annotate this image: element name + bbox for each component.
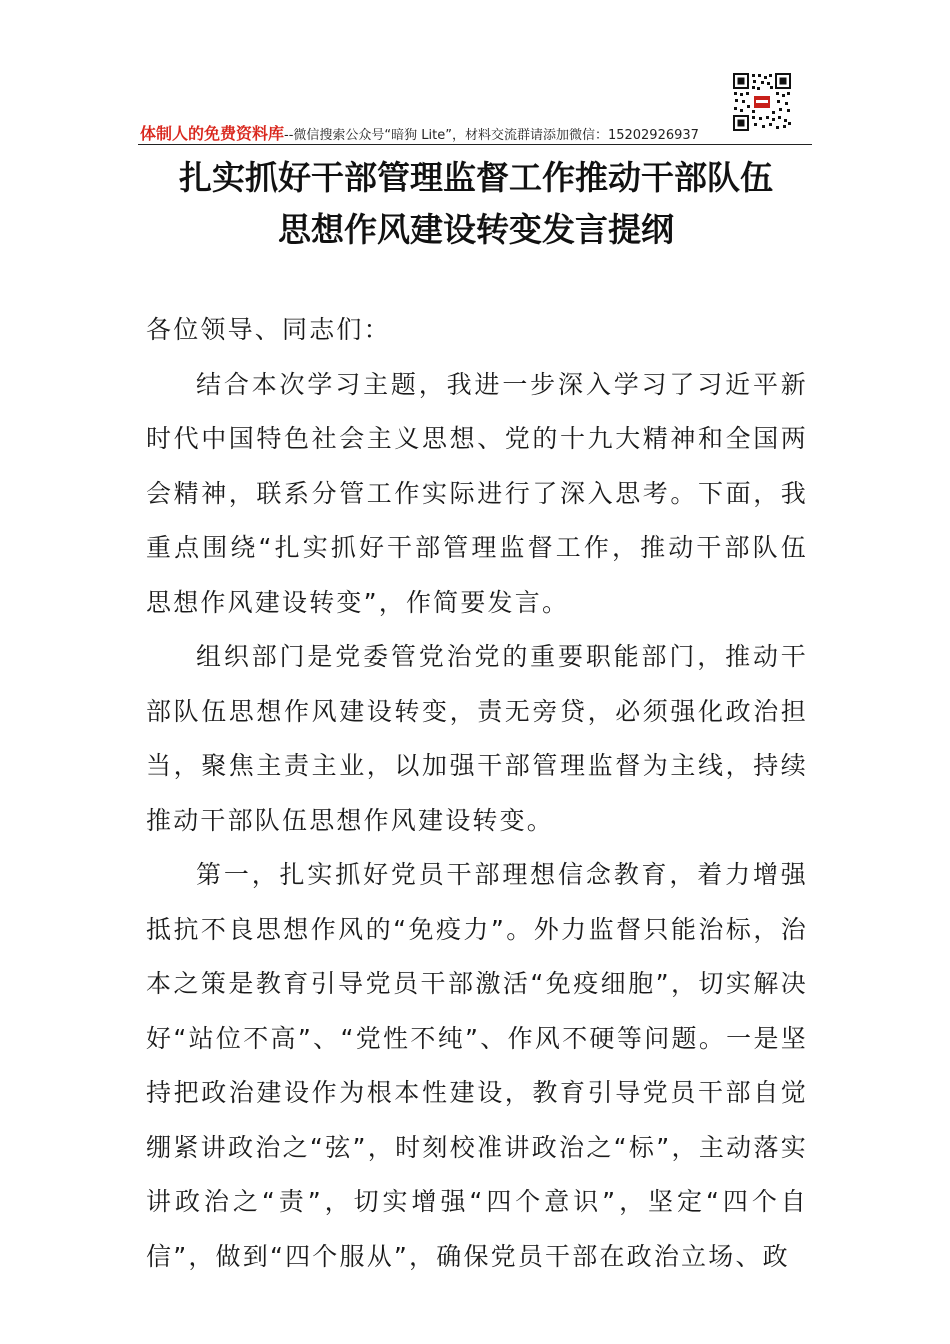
document-body [146, 303, 808, 1284]
title-line-2: 思想作风建设转变发言提纲 [278, 210, 674, 249]
salutation: 各位领导、同志们： [146, 315, 391, 344]
paragraph-1: 结合本次学习主题，我进一步深入学习了习近平新时代中国特色社会主义思想、党的十九大精神和全国两会精神，联系分管工作实际进行了深入思考。下面，我重点围绕“扎实抓好干部管理监督工作，推动干部队伍思想作风建设转变”，作简要发言。 [146, 369, 808, 617]
header-brand: 体制人的免费资料库 [140, 124, 285, 143]
title-line-1: 扎实抓好干部管理监督工作推动干部队伍 [179, 158, 773, 197]
header-note: --微信搜索公众号“暗狗 Lite”，材料交流群请添加微信：15202926937 [284, 128, 699, 143]
document-title [140, 152, 812, 256]
paragraph-3: 第一，扎实抓好党员干部理想信念教育，着力增强抵抗不良思想作风的“免疫力”。外力监督只能治标，治本之策是教育引导党员干部激活“免疫细胞”，切实解决好“站位不高”、“党性不纯”、作风不硬等问题。一是坚持把政治建设作为根本性建设，教育引导党员干部自觉绷紧讲政治之“弦”，时刻校准讲政治之“标”，主动落实讲政治之“责”，切实增强“四个意识”，坚定“四个自信”，做到“四个服从”，确保党员干部在政治立场、政 [146, 860, 808, 1271]
page-header [140, 123, 820, 145]
paragraph-2: 组织部门是党委管党治党的重要职能部门，推动干部队伍思想作风建设转变，责无旁贷，必须强化政治担当，聚焦主责主业，以加强干部管理监督为主线，持续推动干部队伍思想作风建设转变。 [146, 642, 808, 835]
header-rule [138, 144, 812, 145]
